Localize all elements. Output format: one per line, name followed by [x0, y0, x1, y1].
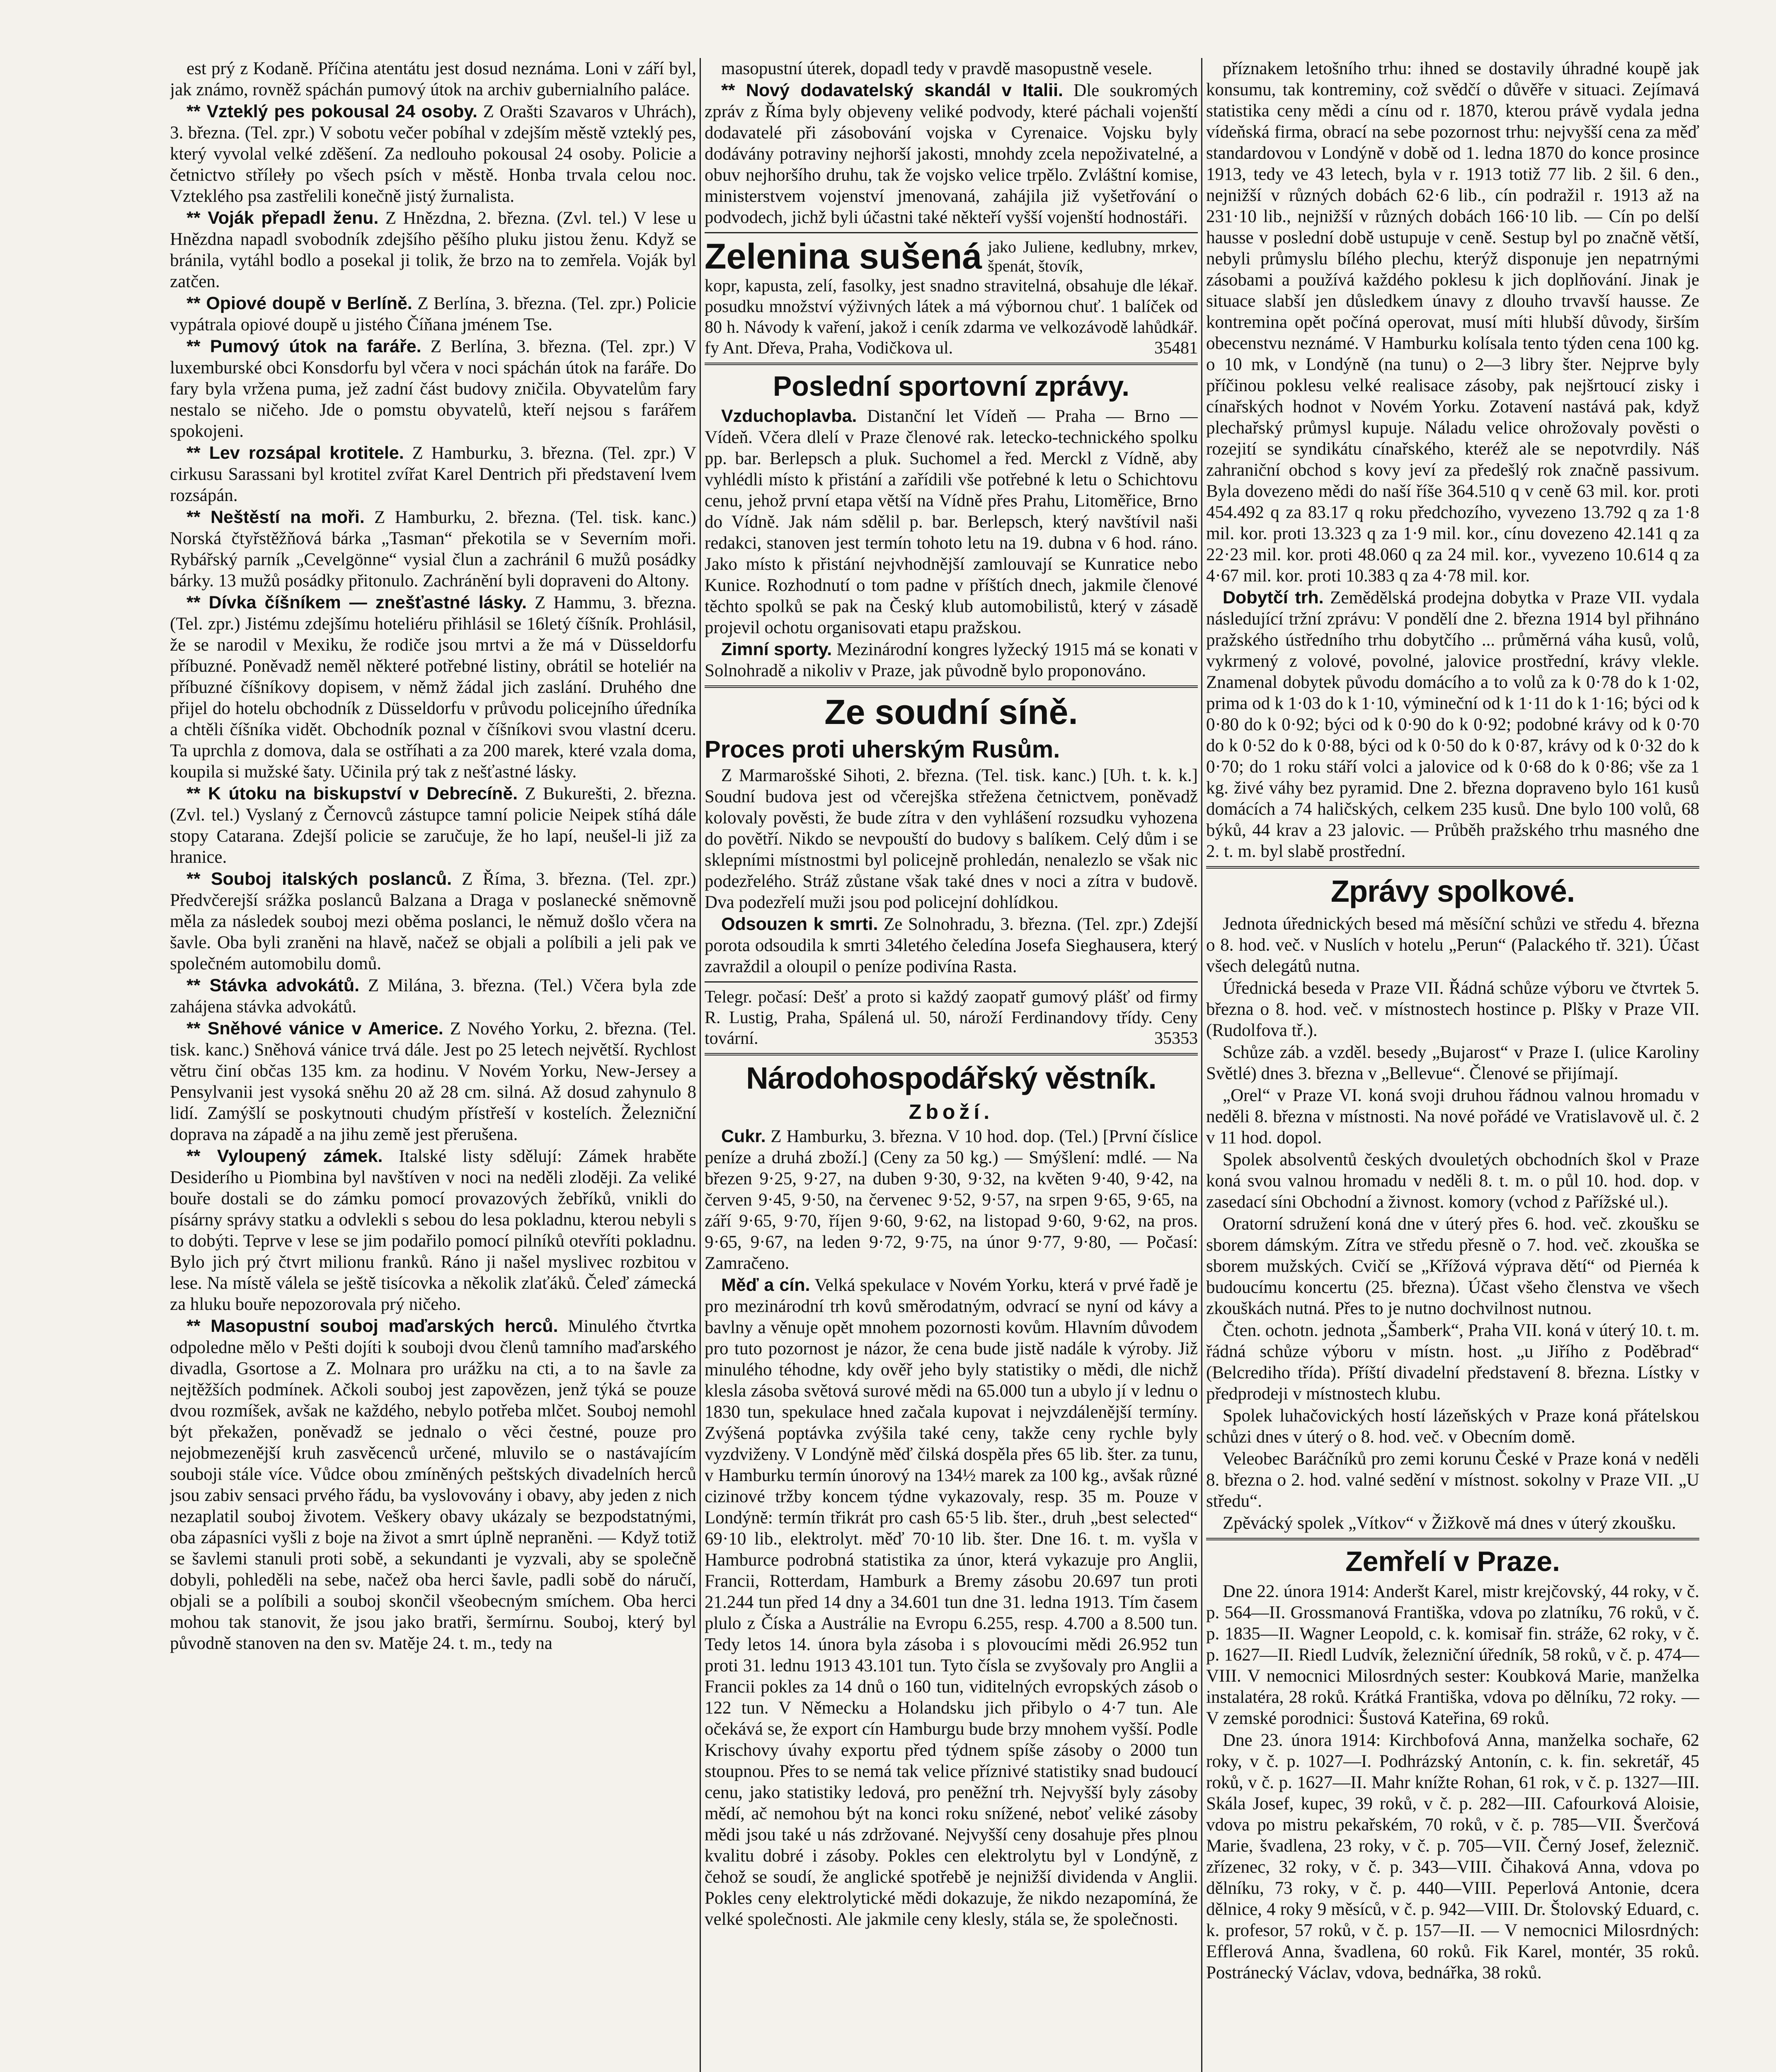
article-paragraph [705, 639, 1198, 681]
article-paragraph [1206, 1042, 1699, 1084]
article-paragraph [170, 1018, 696, 1145]
divider [705, 363, 1198, 365]
article-paragraph [705, 1275, 1198, 1930]
article-text: Úřednická beseda v Praze VII. Řádná schůze výboru ve čtvrtek 5. března o 8. hod. več. v místnostech hostince p. Plšky v Praze VII. (Rudolfova tř.). [1206, 978, 1699, 1040]
weather-ad-text: Telegr. počasí: Dešť a proto si každý zaopatř gumový plášť od firmy R. Lustig, Praha, Spálená ul. 50, nároží Ferdinandovy třídy. Ceny tovární. [705, 988, 1198, 1048]
article-paragraph [170, 208, 696, 292]
economy-heading: Národohospodářský věstník. [746, 1061, 1156, 1095]
ad-zelenina-text [705, 276, 1198, 358]
article-paragraph [1206, 978, 1699, 1041]
article-headline: Cukr. [721, 1126, 766, 1146]
article-paragraph [170, 783, 696, 868]
article-text: Dle soukromých zpráv z Říma byly objeveny veliké podvody, které páchali vojenští dodavatelé při zásobování vojska v Cyrenaice. Vojsku byly dodávány potraviny nejhorší jakosti, mnohdy zcela nepoživatelné, a obuv nejhoršího druhu, tak že vojsko velice trpělo. Zvláštní komise, ministerstvem vojenství jmenovaná, zahájila již vyšetřování o podvodech, jichž byli účastni také někteří vyšší vojenští hodnostáři. [705, 81, 1198, 227]
court-news [705, 765, 1198, 977]
article-text: Jednota úřednických besed má měsíční schůzi ve středu 4. března o 8. hod. več. v Nuslích v hotelu „Perun“ (Palackého tř. 321). Účast všech delegátů nutna. [1206, 914, 1699, 976]
article-text: Z Říma, 3. března. (Tel. zpr.) Předvčerejší srážka poslanců Balzana a Draga v poslanecké sněmovně měla za následek souboj mezi oběma poslanci, le němuž došlo včera na šavle. Oba byli zraněni na hlavě, načež se objali a políbili a jeli pak ve společném automobilu domů. [170, 869, 696, 973]
article-text: Z Berlína, 3. března. (Tel. zpr.) V luxemburské obci Konsdorfu byl včera v noci spáchán útok na faráře. Do fary byla vržena puma, jež zadní část budovy zničila. Obyvatelům fary nestalo se ničeho. Jde o pomstu obyvatelů, kteří nejsou s farářem spokojeni. [170, 337, 696, 441]
article-text: Z Hamburku, 2. března. (Tel. tisk. kanc.) Norská čtyřstěžňová bárka „Tasman“ překotila se v Severním moři. Rybářský parník „Cevelgönne“ vysial člun a zachránil 6 mužů posádky bárky. 13 mužů posádky přitonulo. Zachránění byli dopraveni do Altony. [170, 508, 696, 591]
article-paragraph [1206, 913, 1699, 977]
clubs-heading: Zprávy spolkové. [1330, 874, 1575, 908]
article-text: „Orel“ v Praze VI. koná svoji druhou řádnou valnou hromadu v neděli 8. března v místnosti. Na nové pořádé ve Vratislavově ul. č. 2 v 11 hod. dopol. [1206, 1086, 1699, 1147]
weather-ad [705, 987, 1198, 1049]
article-text: Dne 23. února 1914: Kirchbofová Anna, manželka sochaře, 62 roky, v č. p. 1027—I. Podhrázský Antonín, c. k. fin. sekretář, 45 roků, v č. p. 1627—II. Mahr knížte Rohan, 61 rok, v č. p. 1327—III. Skála Josef, kupec, 39 roků, v č. p. 282—III. Cafourková Aloisie, vdova po mistru pekařském, 70 roků, v č. p. 785—VII. Šverčová Marie, švadlena, 23 roky, v č. p. 705—VII. Černý Josef, železnič. zřízenec, 32 roky, v č. p. 343—VIII. Čihaková Anna, vdova po dělníku, 73 roky, v č. p. 440—VIII. Peperlová Antonie, dcera dělnice, 4 roky 9 měsíců, v č. p. 942—VIII. Dr. Štolovský Eduard, c. k. profesor, 57 roků, v č. p. 157—II. — V nemocnici Milosrdných: Efflerová Anna, švadlena, 60 roků. Fik Karel, montér, 35 roků. Postránecký Václav, vdova, bednářka, 38 roků. [1206, 1731, 1699, 1982]
court-heading: Ze soudní síně. [824, 692, 1078, 731]
weather-ad-number: 35353 [1154, 1029, 1198, 1048]
sport-news [705, 406, 1198, 681]
ad-zelenina-body: kopr, kapusta, zelí, fasolky, jest snadno stravitelná, obsahuje dle lékař. posudku množství výživných látek a má výbornou chuť. 1 balíček od 80 h. Návody k vaření, jakož i ceník zdarma ve velkozávodě lahůdkář. fy Ant. Dřeva, Praha, Vodičkova ul. [705, 276, 1198, 358]
article-paragraph [705, 80, 1198, 228]
article-paragraph [1206, 1581, 1699, 1729]
column-rule-2 [1201, 58, 1202, 2072]
article-paragraph [705, 406, 1198, 638]
article-text: Distanční let Vídeň — Praha — Brno — Vídeň. Včera dlelí v Praze členové rak. letecko-technického spolku pp. bar. Berlepsch a pluk. Suchomel a řed. Merckl z Vídně, aby vyhlédli místo k přistání a zařídili vše potřebné k letu o Schichtovu cenu, jehož první etapa větší na Vídně přes Prahu, Litoměřice, Brno do Vídně. Jak nám sdělil p. bar. Berlepsch, který navštívil naši redakci, stanoven jest termín tohoto letu na 19. dubna v 6 hod. ráno. Jako místo k přistání nejvhodnější zamlouvají se Kunratice nebo Kunice. Rozhodnutí o tom padne v příštích dnech, jakmile členové těchto spolků se pak na Český klub automobilistů, který v zásadě projevil ochotu organisovati etapu pražskou. [705, 407, 1198, 637]
article-paragraph [1206, 58, 1699, 586]
article-text: Z Hamburku, 3. března. (Tel. zpr.) V cirkusu Sarassani byl krotitel zvířat Karel Dentrich při představení lvem rozsápán. [170, 443, 696, 505]
article-headline: ** Opiové doupě v Berlíně. [187, 293, 412, 313]
article-headline: ** Pumový útok na faráře. [187, 336, 422, 356]
article-text: Z Milána, 3. března. (Tel.) Včera byla zde zahájena stávka advokátů. [170, 976, 696, 1017]
article-headline: ** Stávka advokátů. [187, 975, 360, 995]
col2-top-news [705, 58, 1198, 228]
article-text: Z Hamburku, 3. března. V 10 hod. dop. (Tel.) [První číslice peníze a druhá zboží.] (Ceny za 50 kg.) — Smýšlení: mdlé. — Na březen 9·25, 9·27, na duben 9·30, 9·32, na květen 9·40, 9·42, na červen 9·45, 9·50, na červenec 9·52, 9·57, na srpen 9·65, 9·65, na září 9·65, 9·70, říjen 9·60, 9·62, na listopad 9·60, 9·62, na pros. 9·65, 9·67, na leden 9·72, 9·75, na únor 9·77, 9·80, — Počasí: Zamračeno. [705, 1127, 1198, 1273]
article-headline: ** Nový dodavatelský skandál v Italii. [721, 80, 1063, 100]
article-headline: ** K útoku na biskupství v Debrecíně. [187, 784, 518, 804]
article-paragraph [170, 507, 696, 591]
article-text: Zpěvácký spolek „Vítkov“ v Žižkově má dnes v úterý zkoušku. [1223, 1513, 1676, 1533]
article-text: Čten. ochotn. jednota „Šamberk“, Praha VII. koná v úterý 10. t. m. řádná schůze výboru v místn. host. „u Jiřího z Poděbrad“ (Belcrediho třída). Příští divadelní představení 8. března. Lístky v předprodeji v místnostech klubu. [1206, 1321, 1699, 1404]
column-rule-1 [700, 58, 701, 2072]
article-text: masopustní úterek, dopadl tedy v pravdě masopustně vesele. [721, 59, 1153, 78]
divider [1206, 1538, 1699, 1540]
col3-top-news [1206, 58, 1699, 862]
article-text: Mezinárodní kongres lyžecký 1915 má se konati v Solnohradě a nikoliv v Praze, jak původně bylo proponováno. [705, 640, 1198, 680]
article-paragraph [170, 1146, 696, 1315]
ad-zelenina-title: Zelenina sušená [705, 237, 982, 276]
divider [705, 685, 1198, 688]
article-text: Dne 22. února 1914: Anderšt Karel, mistr krejčovský, 44 roky, v č. p. 564—II. Grossmanová Františka, vdova po zlatníku, 76 roků, v č. p. 1835—II. Wagner Leopold, c. k. komisař fin. stráže, 62 roky, v č. p. 1627—II. Riedl Ludvík, železniční úředník, 58 roků, v č. p. 474—VIII. V nemocnici Milosrdných sester: Koubková Marie, manželka instalatéra, 28 roků. Krátká Františka, vdova po dělníku, 72 roky. — V zemské porodnici: Šustová Kateřina, 69 roků. [1206, 1582, 1699, 1728]
clubs-news [1206, 913, 1699, 1534]
column-2 [705, 58, 1198, 2072]
article-paragraph [170, 443, 696, 506]
article-paragraph [705, 1126, 1198, 1274]
article-text: est prý z Kodaně. Příčina atentátu jest dosud neznáma. Loni v září byl, jak známo, rovněž spáchán pumový útok na archiv gubernialního paláce. [170, 59, 696, 99]
article-headline: ** Neštěstí na moři. [187, 507, 365, 527]
article-paragraph [1206, 587, 1699, 862]
article-headline: Dobytčí trh. [1223, 588, 1324, 608]
divider [1206, 866, 1699, 869]
article-text: Z Berlína, 3. března. (Tel. zpr.) Policie vypátrala opiové doupě u jistého Číňana jménem Tse. [170, 294, 696, 334]
article-text: Z Orašti Szavaros v Uhrách), 3. března. (Tel. zpr.) V sobotu večer pobíhal v zdejším městě vzteklý pes, který vyvolal velké zděšení. Za nedlouho pokousal 24 osoby. Policie a četnictvo stříleły po všech psích v městě. Honba trvala celou noc. Vzteklého psa zastřelili konečně jistý žurnalista. [170, 102, 696, 206]
deaths-heading: Zemřelí v Praze. [1345, 1546, 1560, 1577]
article-headline: ** Souboj italských poslanců. [187, 869, 452, 889]
article-text: Schůze záb. a vzděl. besedy „Bujarost“ v Praze I. (ulice Karoliny Světlé) dnes 3. března v „Bellevue“. Členové se přijímají. [1206, 1043, 1699, 1083]
article-headline: Měď a cín. [721, 1275, 810, 1295]
article-text: Z Hnězdna, 2. března. (Zvl. tel.) V lese u Hnězdna napadl svobodník zdejšího pěšího pluku jistou ženu. Když se bránila, vytáhl bodlo a posekal ji tolik, že brzo na to zemřela. Voják byl zatčen. [170, 208, 696, 291]
article-paragraph [170, 975, 696, 1017]
article-paragraph [1206, 1149, 1699, 1213]
article-paragraph [1206, 1405, 1699, 1447]
article-headline: ** Dívka číšníkem — znešťastné lásky. [187, 593, 527, 612]
divider [705, 1053, 1198, 1055]
column-3 [1206, 58, 1699, 2072]
article-paragraph [170, 1316, 696, 1654]
article-paragraph [1206, 1448, 1699, 1512]
court-subheading: Proces proti uherským Rusům. [705, 736, 1060, 763]
article-paragraph [170, 101, 696, 207]
article-headline: Odsouzen k smrti. [721, 914, 878, 934]
article-headline: ** Vzteklý pes pokousal 24 osoby. [187, 102, 477, 121]
ad-zelenina [705, 237, 1198, 276]
divider [705, 232, 1198, 233]
article-paragraph [170, 869, 696, 974]
article-text: Veleobec Baráčníků pro zemi korunu České v Praze koná v neděli 8. března o 2. hod. valné sedění v místnost. sokolny v Praze VII. „U středu“. [1206, 1449, 1699, 1511]
article-paragraph [170, 592, 696, 782]
article-paragraph [1206, 1213, 1699, 1319]
article-paragraph [705, 58, 1198, 79]
article-text: Minulého čtvrtka odpoledne mělo v Pešti dojíti k souboji dvou členů tamního maďarského divadla, Gsortose a Z. Molnara pro urážku na cti, a to na šavle za nejtěžších podmínek. Ačkoli souboj jest zapovězen, jenž týká se pouze dvou rozmíšek, avšak ne každého, nebylo potřeba mlčet. Souboj nemohl být překažen, poněvadž se jednalo o věci čestné, pouze pro nejobmezenější kruh zasvěcenců určené, mluvilo se o nastávajícím souboji stále více. Vůdce obou zmíněných peštských divadelních herců jsou zabiv sensaci prvého řádu, ba vyslovovány i obavy, aby jeden z nich nezaplatil souboj životem. Veškery obavy ukázaly se bezpodstatnými, oba zápasníci vyšli z boje na život a smrt úplně nepraněni. — Když totiž se šavlemi stanuli proti sobě, a sekundanti je vyzvali, aby se společně dobyli, pohleděli na sebe, načež oba herci šavle, padli sobě do náručí, objali se a políbili a souboj skončil všeobecným smíchem. Oba herci mohou tak stanovit, že jsou jako bratři, šermírnu. Souboj, který byl původně stanoven na den sv. Matěje 24. t. m., tedy na [170, 1317, 696, 1653]
article-text: Z Nového Yorku, 2. března. (Tel. tisk. kanc.) Sněhová vánice trvá dále. Jest po 25 letech největší. Rychlost větru činí občas 135 km. za hodinu. V Novém Yorku, New-Jersey a Pensylvanii jest vysoká sněhu 20 až 28 cm. silná. Až dosud zahynulo 8 lidí. Zamýšlí se poskytnouti chudým přístřeší v kostelích. Železniční doprava na západě a na jihu země jest přerušena. [170, 1019, 696, 1144]
article-paragraph [1206, 1320, 1699, 1404]
article-text: Z Hammu, 3. března. (Tel. zpr.) Jistému zdejšímu hoteliéru přihlásil se 16letý číšník. Prohlásil, že se narodil v Mexiku, že rodiče jsou mrtvi a že má v Düsseldorfu příbuzné. Poněvadž neměl některé potřebné listiny, obrátil se hoteliér na příbuzné číšníkovy dopisem, v němž žádal jich zaslání. Druhého dne přijel do hotelu obchodník z Düsseldorfu v průvodu policejního úředníka a chtěli číšníka vidět. Obchodník poznal v číšníkovi svou vlastní dceru. Ta uprchla z domova, dala se ostříhati a za 200 marek, které vzala doma, koupila si mužské šaty. Učinila prý tak z nešťastné lásky. [170, 593, 696, 782]
article-headline: ** Masopustní souboj maďarských herců. [187, 1316, 558, 1336]
article-text: Spolek absolventů českých dvouletých obchodních škol v Praze koná svou valnou hromadu v neděli 8. t. m. o půl 10. hod. dop. v zasedací síni Obchodní a živnost. komory (vchod z Pařížské ul.). [1206, 1150, 1699, 1212]
article-text: Z Marmarošské Sihoti, 2. března. (Tel. tisk. kanc.) [Uh. t. k. k.] Soudní budova jest od včerejška střežena četnictvem, poněvadž kolovaly pověsti, že bude zítra v den vyhlášení rozsudku vyhozena do povětří. Nikdo se nevpouští do budovy s balíkem. Celý dům i se sklepními místnostmi byl policejně prohledán, nenalezlo se však nic podezřelého. Stráž zůstane však také dnes v noci a zítra v budově. Dva podezřelí muži jsou pod policejní dohlídkou. [705, 766, 1198, 912]
article-headline: ** Voják přepadl ženu. [187, 208, 379, 228]
article-text: příznakem letošního trhu: ihned se dostavily úhradné koupě jak konsumu, tak kontreminy, což svědčí o důvěře v situaci. Zejímavá statistika ceny mědi a cínu od r. 1870, kterou právě vydala jedna vídeňská firma, obrací na sebe pozornost trhu: nejvyšší cena za měď standardovou v Londýně v době od 1. ledna 1870 do konce prosince 1913, tedy ve 43 letech, byla v r. 1913 totiž 77 lib. 2 šil. 6 den., nejnižší v různých dobách 62·6 lib., cín podražil r. 1913 až na 231·10 lib., nejnižší v různých dobách 166·10 lib. — Cín po delší hausse v poslední době ustupuje v ceně. Sestup byl po značně větší, nebyli průmyslu bílého plechu, kterýž disponuje jen nepatrnými zásobami a používá každého poklesu k jich doplňování. Jinak je situace slabší jen důsledkem únavy z dlouho trvavší hausse. Ze kontremina opět počíná operovat, musí míti hlubší důvody, širším obecenstvu neznámé. V Hamburku kolísala tento týden cena 100 kg. o 10 mk, v Londýně (na tunu) o 2—3 libry šter. Nejprve byly příčinou poklesu velké realisace zásoby, pak nejšrtoucí zisky i cínařských hodnot v Novém Yorku. Zotavení nastává pak, když plechařský průmysl kupuje. Náladu velice ohrožovaly pověsti o rozejití se syndikátu cínařského, kteréž ale se nepotvrdily. Náš zahraniční obchod s kovy jeví za předešlý rok značně passivum. Byla dovezeno mědi do naší říše 364.510 q v ceně 63 mil. kor. proti 454.492 q za 83.17 q roku předchozího, vyvezeno 13.792 q za 1·8 mil. kor. proti 13.323 q za 1·9 mil. kor., cínu dovezeno 42.141 q za 22·23 mil. kor. proti 48.060 q za 24 mil. kor., vyvezeno 10.614 q za 4·67 mil. kor. proti 10.383 q za 4·78 mil. kor. [1206, 59, 1699, 586]
article-text: Spolek luhačovických hostí lázeňských v Praze koná přátelskou schůzi dnes v úterý o 8. hod. več. v Obecním domě. [1206, 1406, 1699, 1447]
article-headline: Vzduchoplavba. [721, 406, 857, 426]
article-text: Oratorní sdružení koná dne v úterý přes 6. hod. več. zkoušku se sborem dámským. Zítra ve středu přesně o 7. hod. več. zkouška se sborem mužských. Cvičí se „Křížová výprava dětí“ od Piernéa k budoucímu koncertu (25. března). Účast všeho členstva ve všech zkouškách nutná. Přes to je nutno dochvilnost nutnou. [1206, 1214, 1699, 1318]
article-paragraph [170, 336, 696, 442]
article-text: Italské listy sdělují: Zámek hraběte Desiderího u Piombina byl navštíven v noci na neděli zloději. Za veliké bouře dostali se do zámku pomocí provazových žebříků, vnikli do písárny správy statku a odvlekli s sebou do lesa pokladnu, kterou nebyli s to dobýti. Teprve v lese se jim podařilo pomocí pilníků otevříti pokladnu. Bylo jich prý čtvrt milionu franků. Ráno ji našel myslivec rozbitou v lese. Na místě válela se ještě tisícovka a několik zlaťáků. Čeleď zámecká za hluku bouře nepozorovala prý ničeho. [170, 1147, 696, 1314]
column-1 [170, 58, 696, 2072]
article-headline: ** Sněhové vánice v Americe. [187, 1019, 443, 1038]
article-paragraph [705, 765, 1198, 913]
article-text: Zemědělská prodejna dobytka v Praze VII. vydala následující tržní zprávu: V pondělí dne 2. března 1914 byl přihnáno pražského ústředního trhu dobytčího ... průměrná váha kusů, volů, vykrmený z volové, povolné, jalovice prostřední, krávy vlekle. Znamenal dobytek původu domácího a to volů za k 0·78 do k 1·02, prima od k 1·03 do k 1·10, výmineční od k 1·11 do k 1·16; býci od k 0·80 do k 0·92; býci od k 0·90 do k 0·92; podobné krávy od k 0·70 do k 0·52 do k 0·88, býci od k 0·50 do k 0·87, krávy od k 0·32 do k 0·70; do 1 roku stáří volci a jalovice od k 0·68 do k 0·86; vše za 1 kg. živé váhy bez pyramid. Dne 2. března dopraveno bylo 161 kusů domácích a 74 haličských, celkem 235 kusů. Dne bylo 100 volů, 68 býků, 44 krav a 23 jalovic. — Průběh pražského trhu masného dne 2. t. m. byl slabě prostřední. [1206, 588, 1699, 861]
article-paragraph [170, 293, 696, 335]
divider [705, 981, 1198, 983]
ad-zelenina-number: 35481 [1154, 339, 1198, 358]
article-headline: Zimní sporty. [721, 639, 832, 659]
article-paragraph [1206, 1730, 1699, 1983]
article-paragraph [1206, 1085, 1699, 1148]
article-paragraph [1206, 1513, 1699, 1534]
article-text: Ze Solnohradu, 3. března. (Tel. zpr.) Zdejší porota odsoudila k smrti 34letého čeledína Josefa Sieghausera, který zavraždil a oloupil o peníze podivína Rasta. [705, 915, 1198, 976]
article-paragraph [705, 914, 1198, 977]
ad-zelenina-side: jako Juliene, kedlubny, mrkev, špenát, štovík, [988, 237, 1198, 275]
article-headline: ** Vyloupený zámek. [187, 1146, 383, 1166]
economy-subheading: Zboží. [909, 1100, 994, 1123]
article-text: Z Bukurešti, 2. března. (Zvl. tel.) Vyslaný z Černovců zástupce tamní policie Neipek stíhá dále stopy Catarana. Zdejší policie se zaručuje, že ho lapí, neušel-li již za hranice. [170, 784, 696, 867]
article-paragraph [170, 58, 696, 100]
deaths-list [1206, 1581, 1699, 1983]
economy-news [705, 1126, 1198, 1930]
sport-heading: Poslední sportovní zprávy. [773, 370, 1130, 402]
article-headline: ** Lev rozsápal krotitele. [187, 443, 404, 463]
article-text: Velká spekulace v Novém Yorku, která v prvé řadě je pro mezinárodní trh kovů směrodatným, odvrací se nyní od kávy a bavlny a věnuje opět mnohem pozornosti kovům. Hlavním důvodem pro tuto pozornost je názor, že cena bude jistě nadále k výroby. Již minulého téhodne, kdy ověř jeho byly statistiky o mědi, dle nichž klesla zásoba světová surové mědi na 65.000 tun a ubylo jí v lednu o 1830 tun, spekulace hned začala kupovat i nejvzdálenější termíny. Zvýšená poptávka zvýšila také ceny, takže ceny rychle byly vyzdviženy. V Londýně měď čilská dospěla přes 65 lib. šter. za tunu, v Hamburku termín únorový na 134½ marek za 100 kg., avšak různé cizinové tržby koncem týdne vykazovaly, resp. 35 m. Pouze v Londýně: termín třikrát pro cash 65·5 lib. šter., druh „best selected“ 69·10 lib., elektrolyt. měď 70·10 lib. šter. Dne 16. t. m. vyšla v Hamburce podrobná statistika za únor, která vykazuje pro Anglii, Francii, Rotterdam, Hamburk a Bremy zásobu 20.697 tun proti 21.244 tun před 14 dny a 34.601 tun dne 31. ledna 1913. Tím časem plulo z Číska a Austrálie na Evropu 6.255, resp. 4.700 a 8.500 tun. Tedy letos 14. února byla zásoba i s plovoucími mědi 26.952 tun proti 31. lednu 1913 43.101 tun. Tyto čísla se zvyšovaly pro Anglii a Francii pokles za 14 dnů o 160 tun, viditelných evropských zásob o 122 tun. V Německu a Holandsku jich přibylo o 4·7 tun. Ale očekává se, že export cín Hamburgu bude brzy mnohem vyšší. Podle Krischovy úvahy exportu před týdnem spíše zásoby o 2000 tun stoupnou. Přes to se nemá tak velice příznivé statistiky snad budoucí cenu, jako statistiky ledová, pro peněžní trh. Nejvyšší byly zásoby mědí, ač nemohou být na konci roku snížené, neboť veliké zásoby mědi jsou také u nás zdržované. Nejvyšší ceny dosahuje přes plnou kvalitu dobré i zásoby. Pokles cen elektrolytu byl v Londýně, z čehož se soudí, že anglické spotřebě je nejnižší dividenda v Anglii. Pokles ceny elektrolytické mědi dokazuje, že nikdo nezapomíná, že velké společnosti. Ale jakmile ceny klesly, stála se, že společnosti. [705, 1276, 1198, 1929]
